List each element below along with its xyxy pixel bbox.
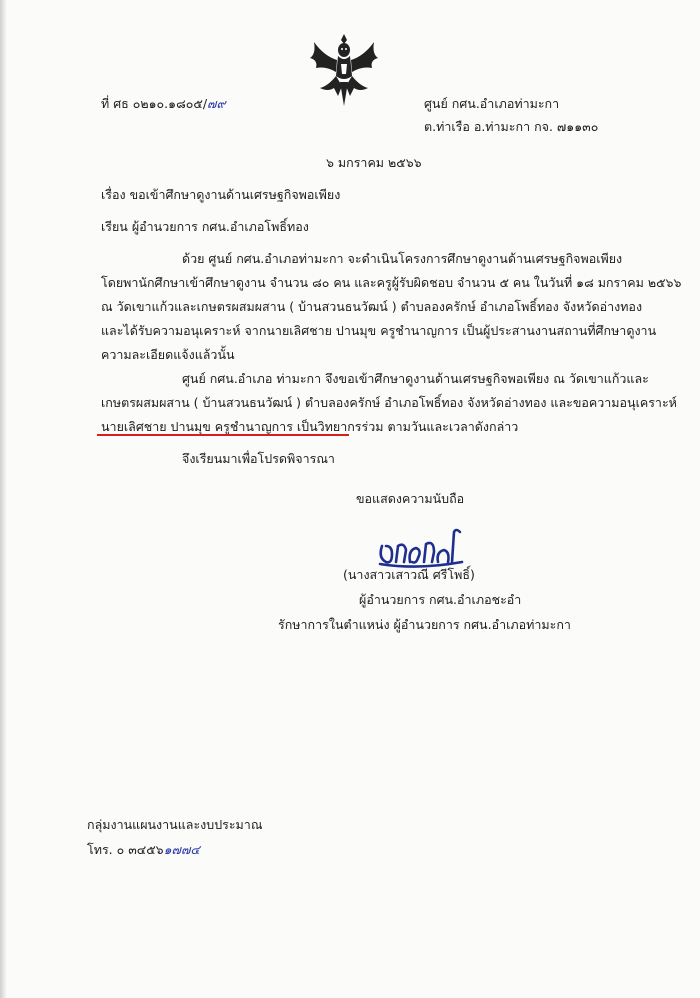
scan-edge-shadow <box>0 0 7 998</box>
salutation-line: เรียน ผู้อำนวยการ กศน.อำเภอโพธิ์ทอง <box>101 219 309 234</box>
para1-line: โดยพานักศึกษาเข้าศึกษาดูงาน จำนวน ๘๐ คน และครูผู้รับผิดชอบ จำนวน ๕ คน ในวันที่ ๑๘ มกราคม ๒๕๖๖ <box>101 275 682 290</box>
signer-name: (นางสาวเสาวณี ศรีโพธิ์) <box>343 567 475 582</box>
letter-date: ๖ มกราคม ๒๕๖๖ <box>326 155 422 170</box>
reference-number <box>101 96 226 112</box>
handwritten-signature <box>374 524 466 572</box>
telephone-handwritten: ๑๗๗๔ <box>163 842 200 857</box>
para1-line: ความละเอียดแจ้งแล้วนั้น <box>101 347 235 362</box>
para2-line: ศูนย์ กศน.อำเภอ ท่ามะกา จึงขอเข้าศึกษาดูงานด้านเศรษฐกิจพอเพียง ณ วัดเขาแก้วและ <box>182 371 649 386</box>
para1-line: และได้รับความอนุเคราะห์ จากนายเลิศชาย ปานมุข ครูชำนาญการ เป็นผู้ประสานงานสถานที่ศึกษาดูงาน <box>101 323 657 338</box>
telephone-prefix: โทร. ๐ ๓๔๕๖ <box>87 842 164 857</box>
para2-line: นายเลิศชาย ปานมุข ครูชำนาญการ เป็นวิทยากรร่วม ตามวันและเวลาดังกล่าว <box>101 419 519 434</box>
sender-address: ต.ท่าเรือ อ.ท่ามะกา กจ. ๗๑๑๓๐ <box>424 119 599 134</box>
signer-acting-position: รักษาการในตำแหน่ง ผู้อำนวยการ กศน.อำเภอท่ามะกา <box>278 617 571 632</box>
reference-handwritten: ๗๙ <box>207 96 226 111</box>
para2-line: เกษตรผสมผสาน ( บ้านสวนธนวัฒน์ ) ตำบลองครักษ์ อำเภอโพธิ์ทอง จังหวัดอ่างทอง และขอความอนุเคราะห์ <box>101 395 677 410</box>
reference-prefix: ที่ ศธ ๐๒๑๐.๑๘๐๕/ <box>101 96 208 111</box>
garuda-emblem <box>304 30 384 108</box>
highlight-underline <box>97 434 349 436</box>
sender-name: ศูนย์ กศน.อำเภอท่ามะกา <box>424 96 560 111</box>
para1-line: ด้วย ศูนย์ กศน.อำเภอท่ามะกา จะดำเนินโครงการศึกษาดูงานด้านเศรษฐกิจพอเพียง <box>182 251 623 266</box>
footer-telephone <box>87 842 200 858</box>
subject-line: เรื่อง ขอเข้าศึกษาดูงานด้านเศรษฐกิจพอเพียง <box>101 187 341 202</box>
signer-position: ผู้อำนวยการ กศน.อำเภอชะอำ <box>359 592 522 607</box>
closing-request: จึงเรียนมาเพื่อโปรดพิจารณา <box>182 451 335 466</box>
closing-phrase: ขอแสดงความนับถือ <box>356 491 465 506</box>
footer-department: กลุ่มงานแผนงานและงบประมาณ <box>87 817 263 832</box>
para1-line: ณ วัดเขาแก้วและเกษตรผสมผสาน ( บ้านสวนธนวัฒน์ ) ตำบลองครักษ์ อำเภอโพธิ์ทอง จังหวัดอ่างทอง <box>101 299 643 314</box>
